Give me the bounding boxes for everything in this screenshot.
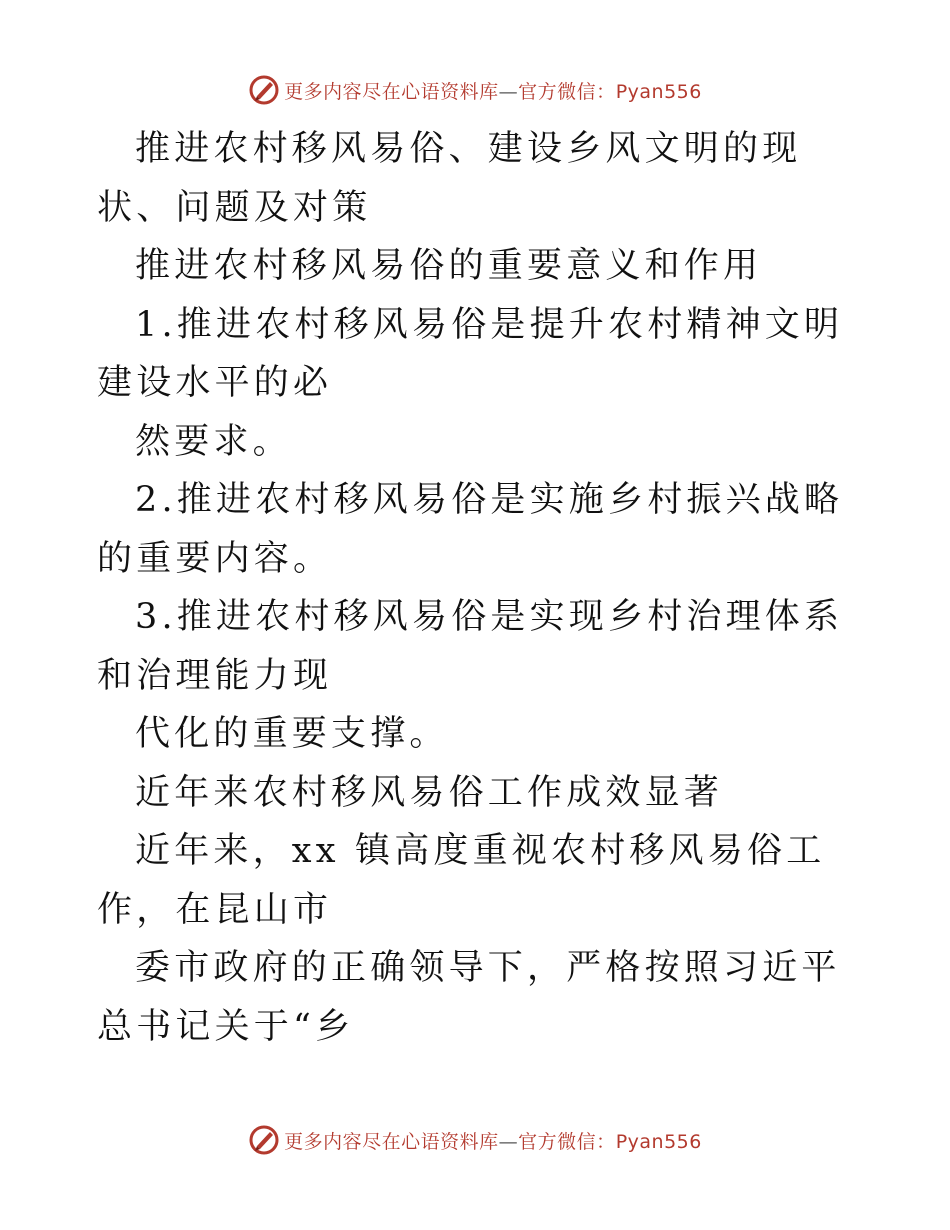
section-heading: 推进农村移风易俗的重要意义和作用 xyxy=(135,246,763,286)
pen-logo-icon xyxy=(248,1124,280,1156)
paragraph: 近年来，xx 镇高度重视农村移风易俗工作，在昆山市 xyxy=(97,831,826,930)
paragraph: 1.推进农村移风易俗是提升农村精神文明建设水平的必 xyxy=(97,304,844,403)
paragraph: 代化的重要支撑。 xyxy=(135,714,449,754)
document-body xyxy=(97,120,857,1056)
document-title: 推进农村移风易俗、建设乡风文明的现状、问题及对策 xyxy=(97,129,802,228)
section-heading: 近年来农村移风易俗工作成效显著 xyxy=(135,772,724,813)
paragraph: 然要求。 xyxy=(135,421,292,462)
footer-watermark-text: 更多内容尽在心语资料库—官方微信：Pyan556 xyxy=(284,1130,702,1153)
header-watermark-banner xyxy=(0,70,950,110)
pen-logo-icon xyxy=(248,74,280,106)
header-watermark-text: 更多内容尽在心语资料库—官方微信：Pyan556 xyxy=(284,80,702,103)
paragraph: 3.推进农村移风易俗是实现乡村治理体系和治理能力现 xyxy=(97,597,844,696)
paragraph: 2.推进农村移风易俗是实施乡村振兴战略的重要内容。 xyxy=(97,480,844,579)
paragraph: 委市政府的正确领导下，严格按照习近平总书记关于“乡 xyxy=(97,948,841,1047)
footer-watermark-banner xyxy=(0,1120,950,1160)
